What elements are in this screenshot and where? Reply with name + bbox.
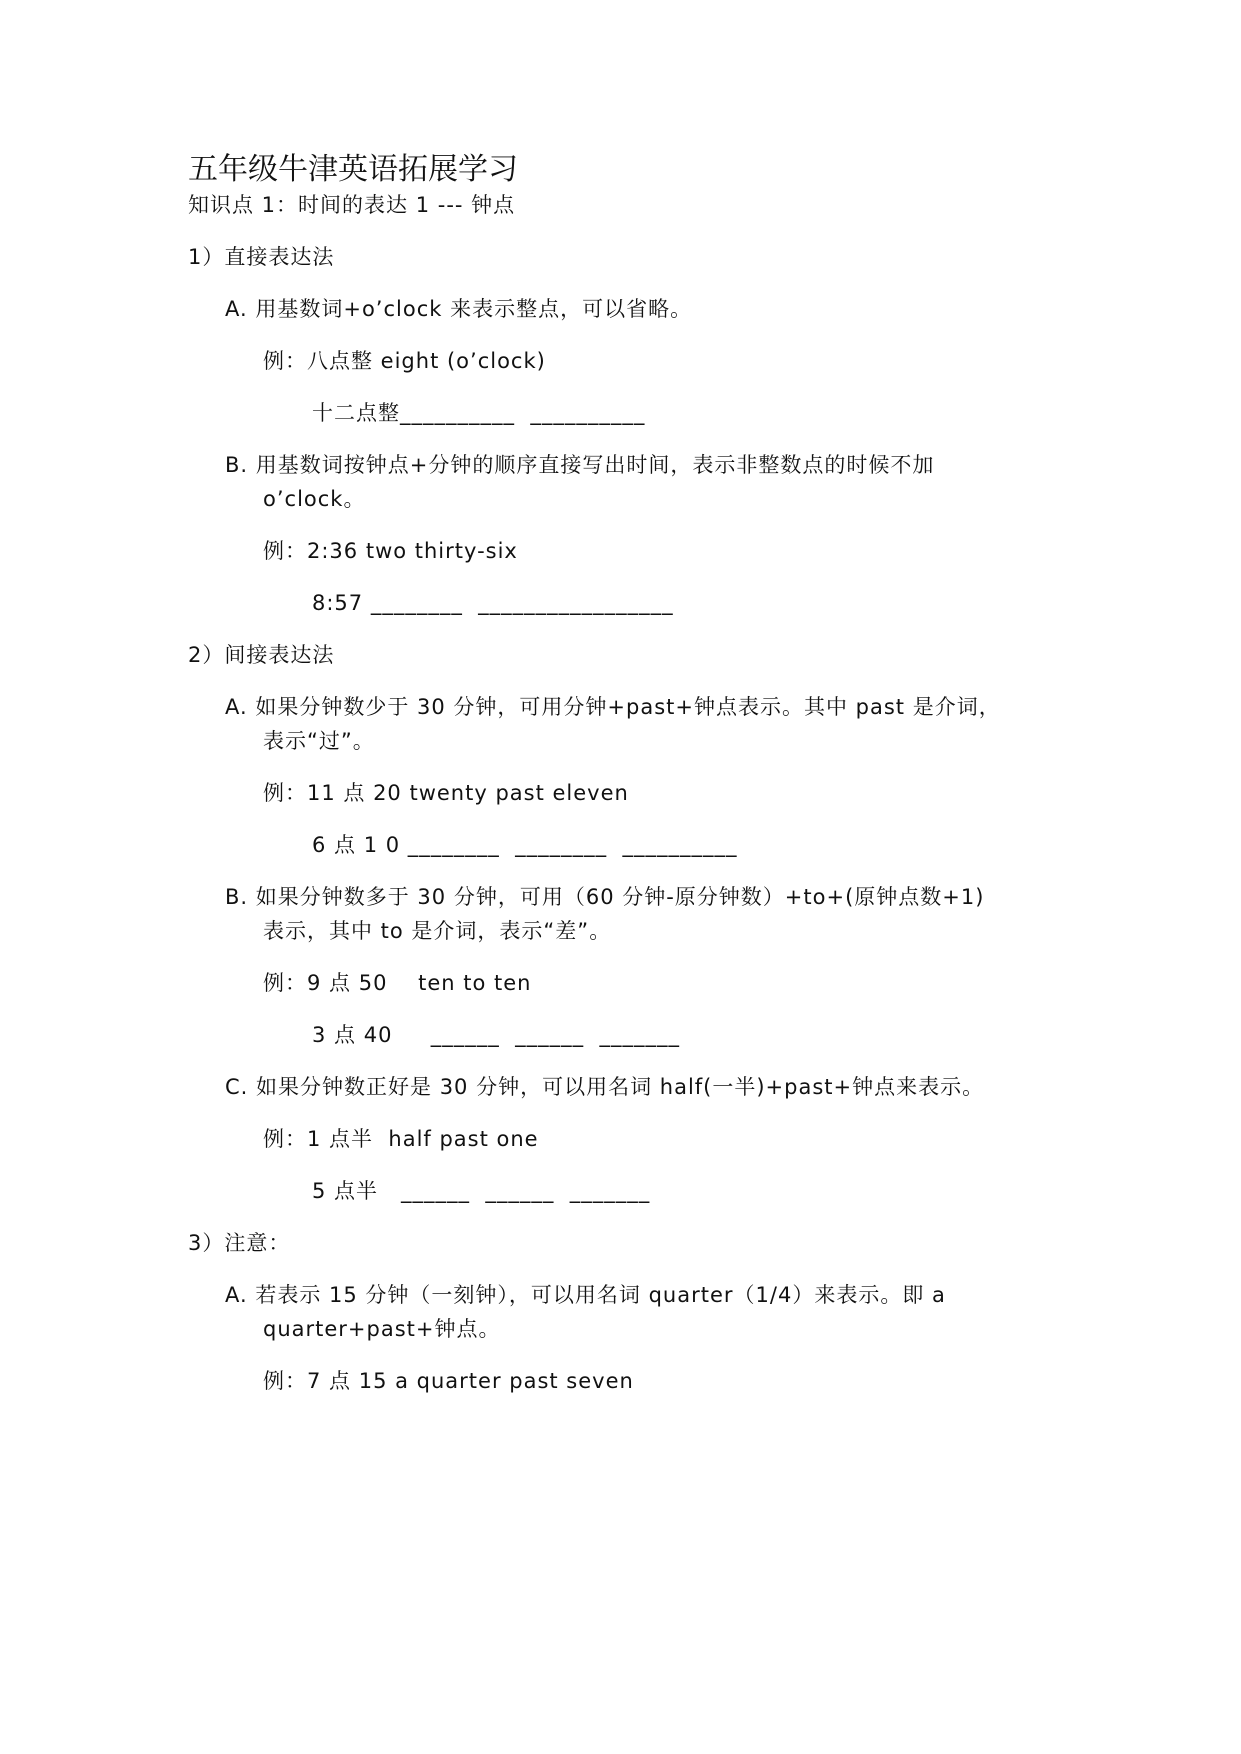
rule-2b-text-line2: 表示，其中 to 是介词，表示“差”。 (263, 919, 612, 943)
rule-2a-exercise: 6 点 1 0 ________ ________ __________ (312, 833, 738, 857)
rule-2c-exercise: 5 点半 ______ ______ _______ (312, 1179, 651, 1203)
rule-b-text-line1: B. 用基数词按钟点+分钟的顺序直接写出时间，表示非整数点的时候不加 (225, 453, 935, 477)
rule-2b-exercise: 3 点 40 ______ ______ _______ (312, 1023, 681, 1047)
rule-3a-text-line1: A. 若表示 15 分钟（一刻钟），可以用名词 quarter（1/4）来表示。即 a (225, 1283, 946, 1307)
rule-2a-example: 例：11 点 20 twenty past eleven (263, 781, 629, 805)
rule-b-text-line2: o’clock。 (263, 487, 366, 511)
rule-a-example: 例：八点整 eight (o’clock) (263, 349, 546, 373)
rule-2a-text-line2: 表示“过”。 (263, 729, 375, 753)
section-heading-indirect: 2）间接表达法 (188, 643, 335, 667)
rule-b-exercise: 8:57 ________ _________________ (312, 591, 674, 615)
section-heading-direct: 1）直接表达法 (188, 245, 335, 269)
rule-2b-text-line1: B. 如果分钟数多于 30 分钟，可用（60 分钟-原分钟数）+to+(原钟点数+1) (225, 885, 985, 909)
knowledge-point-heading: 知识点 1：时间的表达 1 --- 钟点 (188, 193, 516, 217)
section-heading-notes: 3）注意： (188, 1231, 291, 1255)
rule-2c-text: C. 如果分钟数正好是 30 分钟，可以用名词 half(一半)+past+钟点来表示。 (225, 1075, 985, 1099)
rule-3a-text-line2: quarter+past+钟点。 (263, 1317, 501, 1341)
page-title: 五年级牛津英语拓展学习 (188, 152, 518, 187)
rule-3a-example: 例：7 点 15 a quarter past seven (263, 1369, 634, 1393)
rule-a-exercise: 十二点整__________ __________ (312, 401, 646, 425)
rule-2b-example: 例：9 点 50 ten to ten (263, 971, 532, 995)
rule-a-text: A. 用基数词+o’clock 来表示整点，可以省略。 (225, 297, 693, 321)
rule-2c-example: 例：1 点半 half past one (263, 1127, 539, 1151)
rule-b-example: 例：2:36 two thirty-six (263, 539, 518, 563)
rule-2a-text-line1: A. 如果分钟数少于 30 分钟，可用分钟+past+钟点表示。其中 past 是介词， (225, 695, 1001, 719)
